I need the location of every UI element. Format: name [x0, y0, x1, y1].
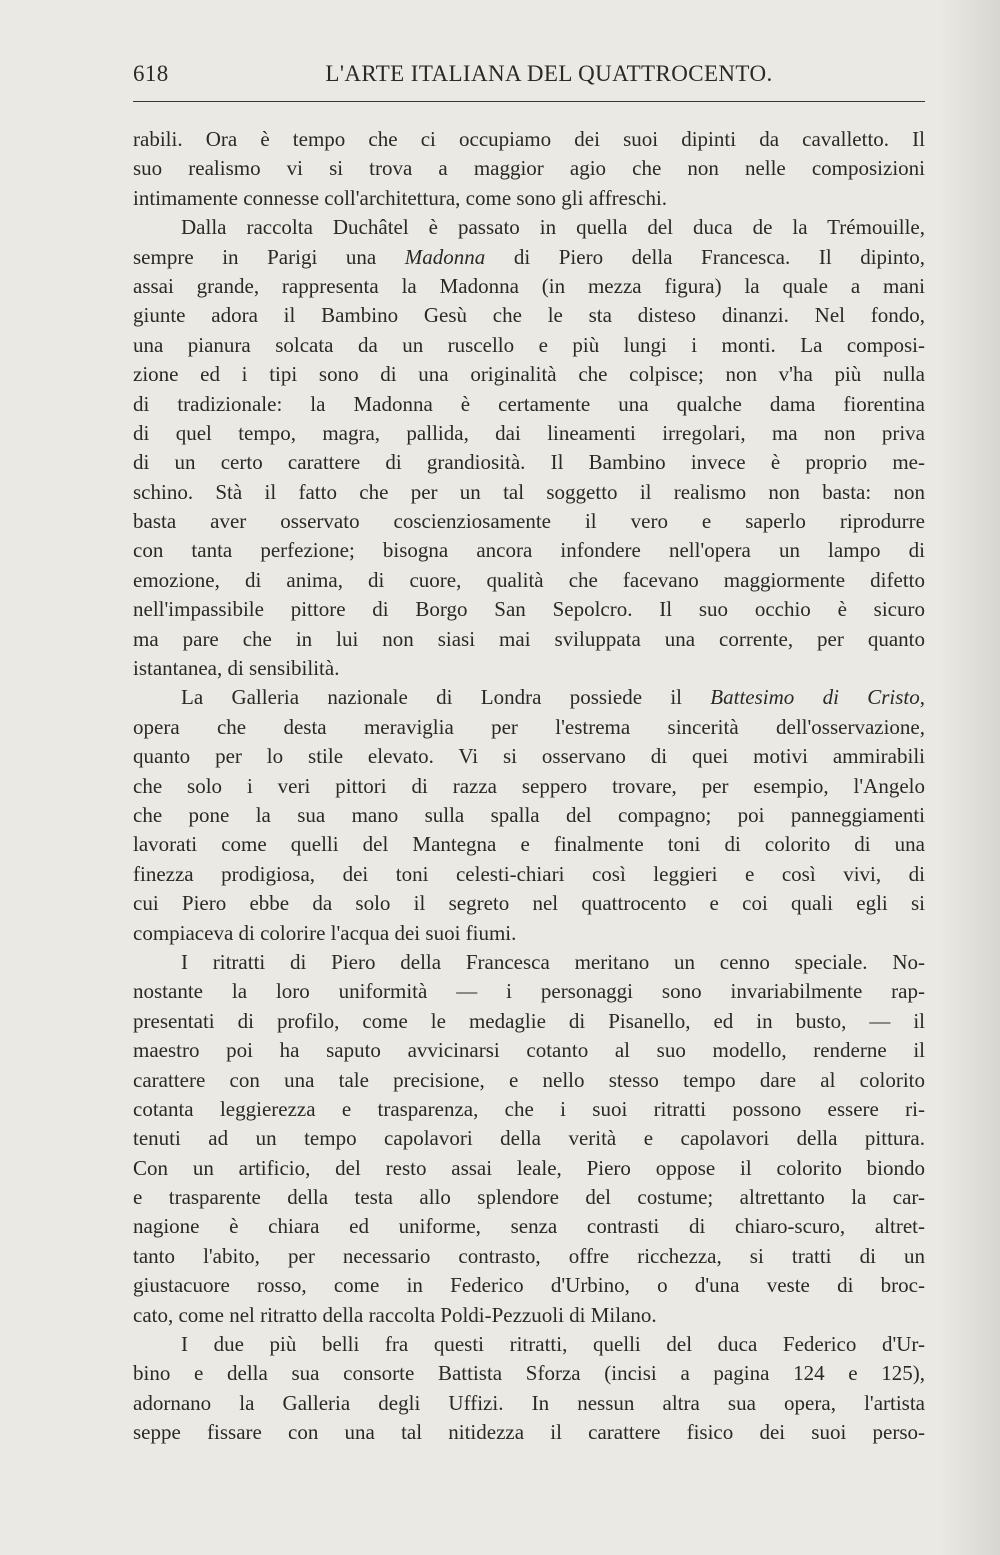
text-line: che solo i veri pittori di razza seppero trovare, per esempio, l'Angelo [133, 773, 925, 798]
text-line: e trasparente della testa allo splendore del costume; altrettanto la car- [133, 1185, 925, 1210]
text-line: lavorati come quelli del Mantegna e finalmente toni di colorito di una [133, 832, 925, 857]
text-line: I due più belli fra questi ritratti, quelli del duca Federico d'Ur- [181, 1332, 925, 1357]
text-line: maestro poi ha saputo avvicinarsi cotanto al suo modello, renderne il [133, 1038, 925, 1063]
text-line: di un certo carattere di grandiosità. Il Bambino invece è proprio me- [133, 450, 925, 475]
text-line: suo realismo vi si trova a maggior agio che non nelle composizioni [133, 156, 925, 181]
running-title: L'ARTE ITALIANA DEL QUATTROCENTO. [325, 61, 773, 86]
work-title: Madonna [404, 244, 486, 269]
text-line: cotanta leggierezza e trasparenza, che i suoi ritratti possono essere ri- [133, 1096, 925, 1121]
page-header [133, 55, 925, 95]
text-line: intimamente connesse coll'architettura, come sono gli affreschi. [133, 185, 668, 210]
text-line: una pianura solcata da un ruscello e più lungi i monti. La composi- [133, 332, 925, 357]
text-line: finezza prodigiosa, dei toni celesti-chiari così leggieri e così vivi, di [133, 861, 925, 886]
text-line: istantanea, di sensibilità. [133, 656, 340, 681]
work-title: Battesimo di Cristo [710, 685, 920, 710]
text-line: cato, come nel ritratto della raccolta Poldi-Pezzuoli di Milano. [133, 1302, 657, 1327]
paragraph [133, 125, 925, 213]
text-line: nell'impassibile pittore di Borgo San Sepolcro. Il suo occhio è sicuro [133, 597, 925, 622]
text-line: nostante la loro uniformità — i personaggi sono invariabilmente rap- [133, 979, 925, 1004]
text-line: I ritratti di Piero della Francesca meritano un cenno speciale. No- [181, 949, 925, 974]
text-line: bino e della sua consorte Battista Sforza (incisi a pagina 124 e 125), [133, 1361, 925, 1386]
text-line: cui Piero ebbe da solo il segreto nel quattrocento e coi quali egli si [133, 891, 925, 916]
text-line: carattere con una tale precisione, e nello stesso tempo dare al colorito [133, 1067, 925, 1092]
text-line: Con un artificio, del resto assai leale, Piero oppose il colorito biondo [133, 1155, 925, 1180]
text-line: assai grande, rappresenta la Madonna (in mezza figura) la quale a mani [133, 273, 925, 298]
text-line: compiaceva di colorire l'acqua dei suoi fiumi. [133, 920, 517, 945]
book-page [133, 55, 925, 1445]
text-line: basta aver osservato coscienziosamente il vero e saperlo riprodurre [133, 509, 925, 534]
text-line: di tradizionale: la Madonna è certamente una qualche dama fiorentina [133, 391, 925, 416]
paragraph [133, 683, 925, 948]
text-line: quanto per lo stile elevato. Vi si osservano di quei motivi ammirabili [133, 744, 925, 769]
text-line: di quel tempo, magra, pallida, dai lineamenti irregolari, ma non priva [133, 420, 925, 445]
text-line: giunte adora il Bambino Gesù che le sta disteso dinanzi. Nel fondo, [133, 303, 925, 328]
page-number: 618 [133, 61, 169, 86]
text-line: tanto l'abito, per necessario contrasto, offre ricchezza, si tratti di un [133, 1243, 925, 1268]
text-line: Dalla raccolta Duchâtel è passato in quella del duca de la Trémouille, [181, 215, 925, 240]
text-line: sempre in Parigi una Madonna di Piero della Francesca. Il dipinto, [133, 244, 925, 269]
text-line: adornano la Galleria degli Uffizi. In nessun altra sua opera, l'artista [133, 1390, 925, 1415]
page-gutter-shadow [940, 0, 1000, 1555]
text-line: zione ed i tipi sono di una originalità che colpisce; non v'ha più nulla [133, 362, 925, 387]
text-line: tenuti ad un tempo capolavori della verità e capolavori della pittura. [133, 1126, 925, 1151]
text-line: che pone la sua mano sulla spalla del compagno; poi panneggiamenti [133, 802, 925, 827]
text-line: presentati di profilo, come le medaglie di Pisanello, ed in busto, — il [133, 1008, 925, 1033]
text-line: opera che desta meraviglia per l'estrema sincerità dell'osservazione, [133, 714, 925, 739]
text-line: giustacuore rosso, come in Federico d'Urbino, o d'una veste di broc- [133, 1273, 925, 1298]
paragraph [133, 213, 925, 683]
text-line: La Galleria nazionale di Londra possiede il Battesimo di Cristo, [181, 685, 925, 710]
paragraph [133, 1330, 925, 1448]
text-line: rabili. Ora è tempo che ci occupiamo dei suoi dipinti da cavalletto. Il [133, 127, 925, 151]
text-line: emozione, di anima, di cuore, qualità che facevano maggiormente difetto [133, 567, 925, 592]
header-rule [133, 101, 925, 102]
body-text [133, 125, 925, 1448]
text-line: con tanta perfezione; bisogna ancora infondere nell'opera un lampo di [133, 538, 925, 563]
paragraph [133, 948, 925, 1330]
text-line: nagione è chiara ed uniforme, senza contrasti di chiaro-scuro, altret- [133, 1214, 925, 1239]
text-line: seppe fissare con una tal nitidezza il carattere fisico dei suoi perso- [133, 1420, 925, 1445]
text-line: ma pare che in lui non siasi mai sviluppata una corrente, per quanto [133, 626, 925, 651]
text-line: schino. Stà il fatto che per un tal soggetto il realismo non basta: non [133, 479, 925, 504]
